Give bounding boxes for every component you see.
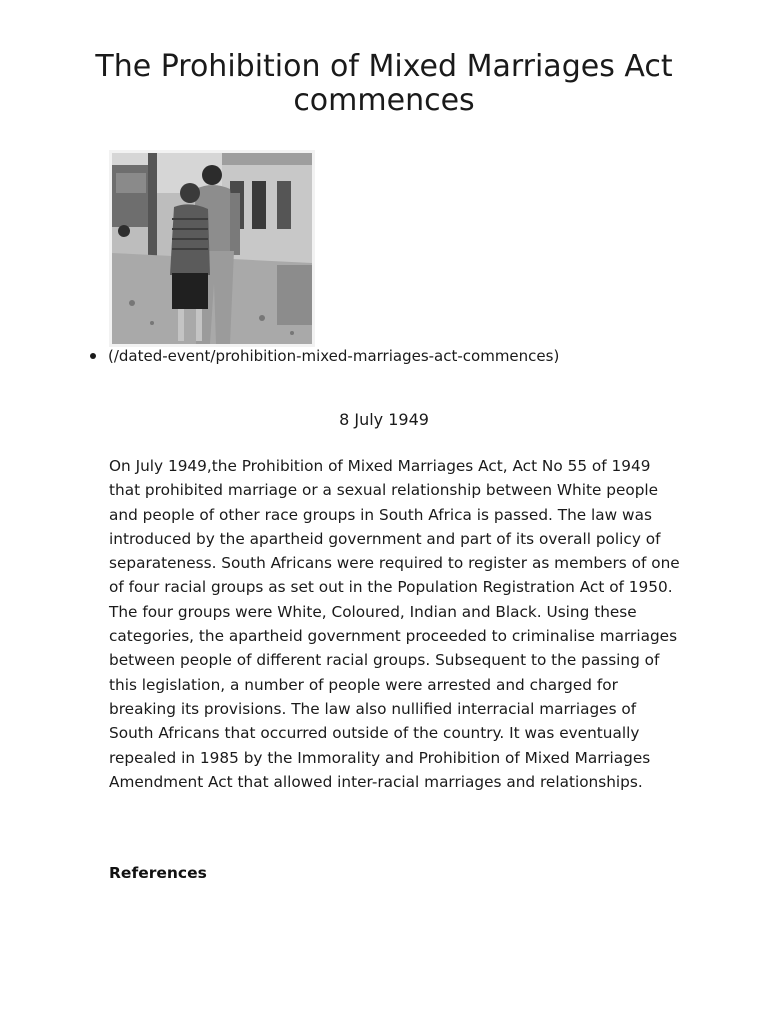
image-link-list — [88, 346, 559, 366]
dated-event-link[interactable]: (/dated-event/prohibition-mixed-marriages-act-commences) — [108, 347, 560, 365]
references-heading: References — [109, 864, 207, 882]
list-item — [88, 346, 559, 366]
bullet-icon — [90, 353, 96, 359]
page-title: The Prohibition of Mixed Marriages Act commences — [95, 49, 673, 118]
article-body: On July 1949,the Prohibition of Mixed Marriages Act, Act No 55 of 1949 that prohibited marriage or a sexual relationship between White people and people of other race groups in South Africa is passed. The law was introduced by the apartheid government and part of its overall policy of separateness. South Africans were required to register as members of one of four racial groups as set out in the Population Registration Act of 1950. The four groups were White, Coloured, Indian and Black. Using these categories, the apartheid government proceeded to criminalise marriages between people of different racial groups. Subsequent to the passing of this legislation, a number of people were arrested and charged for breaking its provisions. The law also nullified interracial marriages of South Africans that occurred outside of the country. It was eventually repealed in 1985 by the Immorality and Prohibition of Mixed Marriages Amendment Act that allowed inter-racial marriages and relationships. — [109, 457, 680, 791]
event-date: 8 July 1949 — [339, 410, 429, 429]
event-photo[interactable] — [109, 150, 315, 347]
couple-photo-image — [112, 153, 312, 344]
